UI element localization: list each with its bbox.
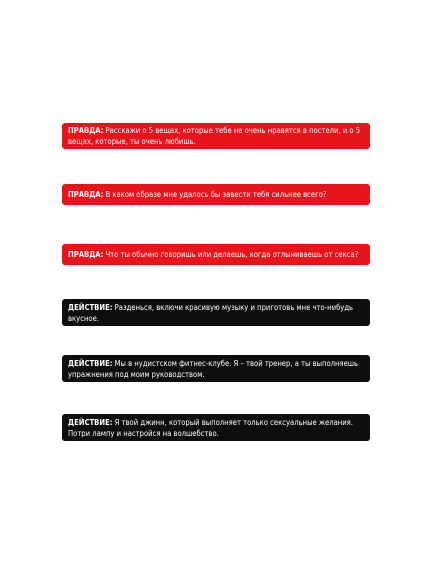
card-text <box>68 302 364 324</box>
card-body: Разденься, включи красивую музыку и приготовь мне что-нибудь вкусное. <box>68 302 354 323</box>
card-label: ПРАВДА: <box>68 126 104 135</box>
card-body: Я твой джинн, который выполняет только сексуальные желания. Потри лампу и настройся на волшебство. <box>68 417 353 438</box>
truth-card-3 <box>62 244 370 265</box>
card-body: В каком образе мне удалось бы завести тебя сильнее всего? <box>105 190 327 199</box>
truth-card-1 <box>62 123 370 149</box>
card-label: ДЕЙСТВИЕ: <box>68 358 113 368</box>
card-label: ПРАВДА: <box>68 190 104 199</box>
card-label: ДЕЙСТВИЕ: <box>68 302 113 312</box>
card-body: Расскажи о 5 вещах, которые тебе не очень нравятся в постели, и о 5 вещах, которые, ты очень любишь. <box>68 126 361 146</box>
card-text <box>68 417 364 439</box>
truth-card-2 <box>62 184 370 205</box>
card-label: ДЕЙСТВИЕ: <box>68 417 113 427</box>
dare-card-2 <box>62 355 370 382</box>
card-text <box>68 249 358 260</box>
card-label: ПРАВДА: <box>68 250 104 259</box>
card-text <box>68 125 364 147</box>
card-body: Мы в нудистском фитнес-клубе. Я – твой тренер, а ты выполняешь упражнения под моим руководством. <box>68 358 359 379</box>
dare-card-1 <box>62 299 370 326</box>
card-body: Что ты обычно говоришь или делаешь, когда отлыниваешь от секса? <box>105 250 359 259</box>
dare-card-3 <box>62 414 370 441</box>
card-text <box>68 189 327 200</box>
card-text <box>68 358 364 380</box>
